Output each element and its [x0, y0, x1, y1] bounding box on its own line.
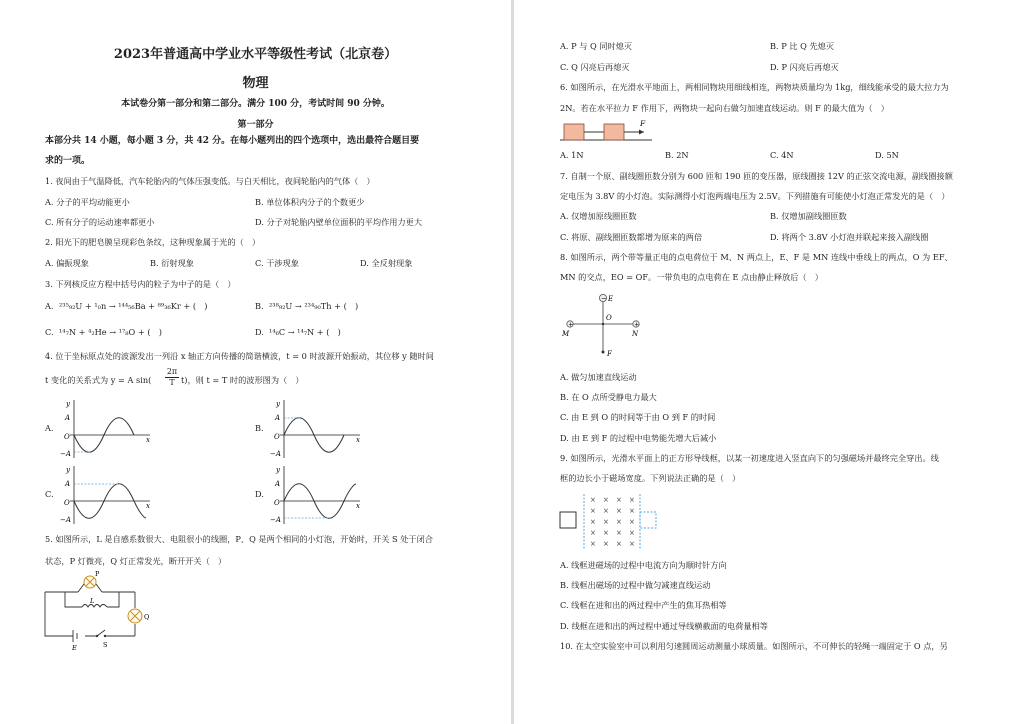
q4-option-b-label: B.	[255, 423, 264, 433]
point-o	[602, 323, 604, 325]
question-2: 2. 阳光下的肥皂膜呈现彩色条纹，这种现象属于光的（ ）	[45, 237, 261, 247]
switch-label: S	[103, 641, 108, 649]
q1-option-d: D. 分子对轮胎内壁单位面积的平均作用力更大	[255, 217, 423, 227]
inductor-coil	[82, 605, 107, 608]
lamp-q-label: Q	[144, 613, 150, 621]
square-loop	[560, 512, 576, 528]
negative-charge-sign: −	[601, 294, 607, 303]
field-mark: ×	[616, 540, 622, 548]
field-mark: ×	[590, 540, 596, 548]
q3-option-d-label: D.	[255, 327, 264, 337]
charge-n-sign: +	[634, 321, 640, 329]
point-n-label: N	[632, 330, 639, 338]
graph-origin-label: O	[274, 499, 280, 507]
question-4: 4. 位于坐标原点处的波源发出一列沿 x 轴正方向传播的简谐横波，t = 0 时波源开始振动，其位移 y 随时间	[45, 351, 434, 361]
question-4-formula-a: t 变化的关系式为 y = A sin(	[45, 375, 152, 385]
q3-option-b-label: B.	[255, 301, 264, 311]
graph-x-label: x	[146, 502, 150, 510]
q7-option-c: C. 将原、副线圈匝数都增为原来的两倍	[560, 232, 703, 242]
q3-option-c-label: C.	[45, 327, 54, 337]
q4-option-c-label: C.	[45, 489, 54, 499]
field-mark: ×	[616, 529, 622, 537]
exam-page-left	[0, 0, 511, 724]
field-mark: ×	[603, 518, 609, 526]
field-mark: ×	[590, 518, 596, 526]
circuit-wire	[96, 584, 102, 592]
battery-label: E	[72, 644, 77, 652]
q4-option-a-label: A.	[45, 423, 54, 433]
q5-option-b: B. P 比 Q 先熄灭	[770, 41, 835, 51]
graph-neg-a-label: −A	[60, 450, 71, 458]
q8-option-b: B. 在 O 点所受静电力最大	[560, 392, 657, 402]
question-5: 5. 如图所示，L 是自感系数很大、电阻很小的线圈，P、Q 是两个相同的小灯泡，开始时，开关 S 处于闭合	[45, 534, 433, 544]
graph-x-label: x	[146, 436, 150, 444]
q6-option-c: C. 4N	[770, 150, 794, 160]
field-mark: ×	[616, 496, 622, 504]
q8-option-a: A. 做匀加速直线运动	[560, 372, 637, 382]
field-mark: ×	[629, 518, 635, 526]
question-7-cont: 定电压为 3.8V 的小灯泡。实际测得小灯泡两端电压为 2.5V。下列措施有可能使小灯泡正常发光的是（ ）	[560, 191, 950, 201]
q8-charges-diagram	[560, 288, 650, 360]
graph-y-label: y	[276, 400, 280, 408]
q4-graph-b	[270, 398, 365, 460]
q9-option-d: D. 线框在进和出的两过程中通过导线横截面的电荷量相等	[560, 621, 768, 631]
graph-neg-a-label: −A	[270, 450, 281, 458]
part-one-heading: 第一部分	[237, 120, 274, 130]
question-8-cont: MN 的交点，EO = OF。一带负电的点电荷在 E 点由静止释放后（ ）	[560, 272, 823, 282]
q4-graph-a	[60, 398, 155, 460]
q4-fraction-denominator: T	[169, 378, 175, 387]
question-8: 8. 如图所示，两个带等量正电的点电荷位于 M、N 两点上，E、F 是 MN 连线中垂线上的两点，O 为 EF、	[560, 252, 953, 262]
question-6: 6. 如图所示，在光滑水平地面上，两相同物块用细线相连，两物块质量均为 1kg，细线能承受的最大拉力为	[560, 82, 949, 92]
exam-subject: 物理	[242, 76, 269, 91]
q5-option-d: D. P 闪亮后再熄灭	[770, 62, 839, 72]
q2-option-c: C. 干涉现象	[255, 258, 299, 268]
question-3: 3. 下列核反应方程中括号内的粒子为中子的是（ ）	[45, 279, 236, 289]
field-mark: ×	[629, 507, 635, 515]
graph-neg-a-label: −A	[270, 516, 281, 524]
q2-option-b: B. 衍射现象	[150, 258, 194, 268]
graph-x-label: x	[356, 502, 360, 510]
q6-option-b: B. 2N	[665, 150, 689, 160]
question-5-cont: 状态，P 灯微亮，Q 灯正常发光，断开开关（ ）	[45, 556, 227, 566]
point-o-label: O	[606, 314, 612, 322]
block-right	[604, 124, 624, 140]
block-left	[564, 124, 584, 140]
q9-option-a: A. 线框进磁场的过程中电流方向为顺时针方向	[560, 560, 727, 570]
q2-option-d: D. 全反射现象	[360, 258, 413, 268]
q6-blocks-diagram	[560, 118, 660, 146]
field-mark: ×	[629, 529, 635, 537]
question-10: 10. 在太空实验室中可以利用匀速圆周运动测量小球质量。如图所示，不可伸长的轻绳一端固定于 O 点，另	[560, 641, 948, 651]
part-one-instruction: 本部分共 14 小题，每小题 3 分，共 42 分。在每小题列出的四个选项中，选出最符合题目要	[45, 136, 420, 146]
graph-y-label: y	[66, 466, 70, 474]
graph-a-label: A	[275, 480, 281, 488]
inductor-label: L	[90, 597, 95, 605]
q4-option-d-label: D.	[255, 489, 264, 499]
q1-option-c: C. 所有分子的运动速率都更小	[45, 217, 155, 227]
switch-lever	[97, 630, 105, 636]
field-mark: ×	[603, 507, 609, 515]
q9-magnetic-field-diagram	[560, 490, 670, 554]
q4-graph-d	[270, 464, 365, 526]
graph-y-label: y	[276, 466, 280, 474]
point-e-label: E	[608, 295, 614, 303]
q3-option-d-equation: ¹⁴₆C → ¹⁴₇N + ( )	[269, 327, 341, 337]
point-m-label: M	[562, 330, 570, 338]
graph-a-label: A	[275, 414, 281, 422]
q5-option-c: C. Q 闪亮后再熄灭	[560, 62, 630, 72]
field-marks	[590, 496, 635, 548]
field-mark: ×	[603, 540, 609, 548]
switch-contact	[104, 635, 106, 637]
part-one-instruction-cont: 求的一项。	[45, 156, 91, 166]
graph-x-label: x	[356, 436, 360, 444]
force-label: F	[640, 119, 646, 128]
field-mark: ×	[616, 507, 622, 515]
q4-fraction	[165, 367, 179, 388]
field-mark: ×	[603, 529, 609, 537]
circuit-wire	[78, 584, 84, 592]
graph-y-label: y	[66, 400, 70, 408]
q8-option-c: C. 由 E 到 O 的时间等于由 O 到 F 的时间	[560, 412, 716, 422]
q7-option-b: B. 仅增加副线圈匝数	[770, 211, 847, 221]
q1-option-a: A. 分子的平均动能更小	[45, 197, 130, 207]
graph-origin-label: O	[274, 433, 280, 441]
question-9-cont: 框的边长小于磁场宽度。下列说法正确的是（ ）	[560, 473, 741, 483]
field-mark: ×	[616, 518, 622, 526]
field-mark: ×	[590, 529, 596, 537]
q6-option-d: D. 5N	[875, 150, 899, 160]
lamp-p-label: P	[95, 570, 100, 578]
field-mark: ×	[629, 496, 635, 504]
graph-neg-a-label: −A	[60, 516, 71, 524]
graph-a-label: A	[65, 414, 71, 422]
q5-circuit-diagram	[45, 572, 155, 650]
q9-option-b: B. 线框出磁场的过程中做匀减速直线运动	[560, 580, 711, 590]
question-6-cont: 2N。若在水平拉力 F 作用下，两物块一起向右做匀加速直线运动。则 F 的最大值为（ ）	[560, 103, 889, 113]
q3-option-a-label: A.	[45, 301, 54, 311]
question-4-formula-b: t)，则 t = T 时的波形图为（ ）	[181, 375, 304, 385]
field-mark: ×	[603, 496, 609, 504]
q3-option-a-equation: ²³⁵₉₂U + ¹₀n → ¹⁴⁴₅₆Ba + ⁸⁹₃₆Kr + ( )	[59, 301, 208, 311]
field-mark: ×	[629, 540, 635, 548]
point-f-label: F	[607, 350, 612, 358]
q3-option-b-equation: ²³⁸₉₂U → ²³⁴₉₀Th + ( )	[269, 301, 359, 311]
q3-option-c-equation: ¹⁴₇N + ⁴₂He → ¹⁷₈O + ( )	[59, 327, 162, 337]
question-7: 7. 自制一个原、副线圈匝数分别为 600 匝和 190 匝的变压器，原线圈接 12V 的正弦交流电源，副线圈接额	[560, 171, 953, 181]
q4-fraction-numerator: 2π	[166, 367, 178, 376]
graph-origin-label: O	[64, 433, 70, 441]
field-mark: ×	[590, 496, 596, 504]
graph-origin-label: O	[64, 499, 70, 507]
field-mark: ×	[590, 507, 596, 515]
q5-option-a: A. P 与 Q 同时熄灭	[560, 41, 633, 51]
graph-a-label: A	[65, 480, 71, 488]
force-arrow-head	[639, 130, 644, 135]
point-f	[602, 351, 605, 354]
q7-option-d: D. 将两个 3.8V 小灯泡并联起来接入副线圈	[770, 232, 929, 242]
lamp-q	[128, 609, 142, 623]
exam-title: 2023年普通高中学业水平等级性考试（北京卷）	[113, 47, 398, 62]
question-9: 9. 如图所示，光滑水平面上的正方形导线框，以某一初速度进入竖直向下的匀强磁场并最终完全穿出。线	[560, 453, 939, 463]
loop-final-position	[640, 512, 656, 528]
exam-page-right	[514, 0, 1024, 724]
q2-option-a: A. 偏振现象	[45, 258, 89, 268]
question-1: 1. 夜间由于气温降低，汽车轮胎内的气体压强变低。与白天相比，夜间轮胎内的气体（ ）	[45, 176, 375, 186]
switch-contact	[96, 635, 98, 637]
q7-option-a: A. 仅增加原线圈匝数	[560, 211, 637, 221]
q8-option-d: D. 由 E 到 F 的过程中电势能先增大后减小	[560, 433, 717, 443]
charge-m-sign: +	[568, 321, 574, 329]
q6-option-a: A. 1N	[560, 150, 584, 160]
q4-graph-c	[60, 464, 155, 526]
exam-info: 本试卷分第一部分和第二部分。满分 100 分，考试时间 90 分钟。	[121, 99, 390, 109]
q1-option-b: B. 单位体积内分子的个数更少	[255, 197, 365, 207]
q9-option-c: C. 线框在进和出的两过程中产生的焦耳热相等	[560, 600, 727, 610]
